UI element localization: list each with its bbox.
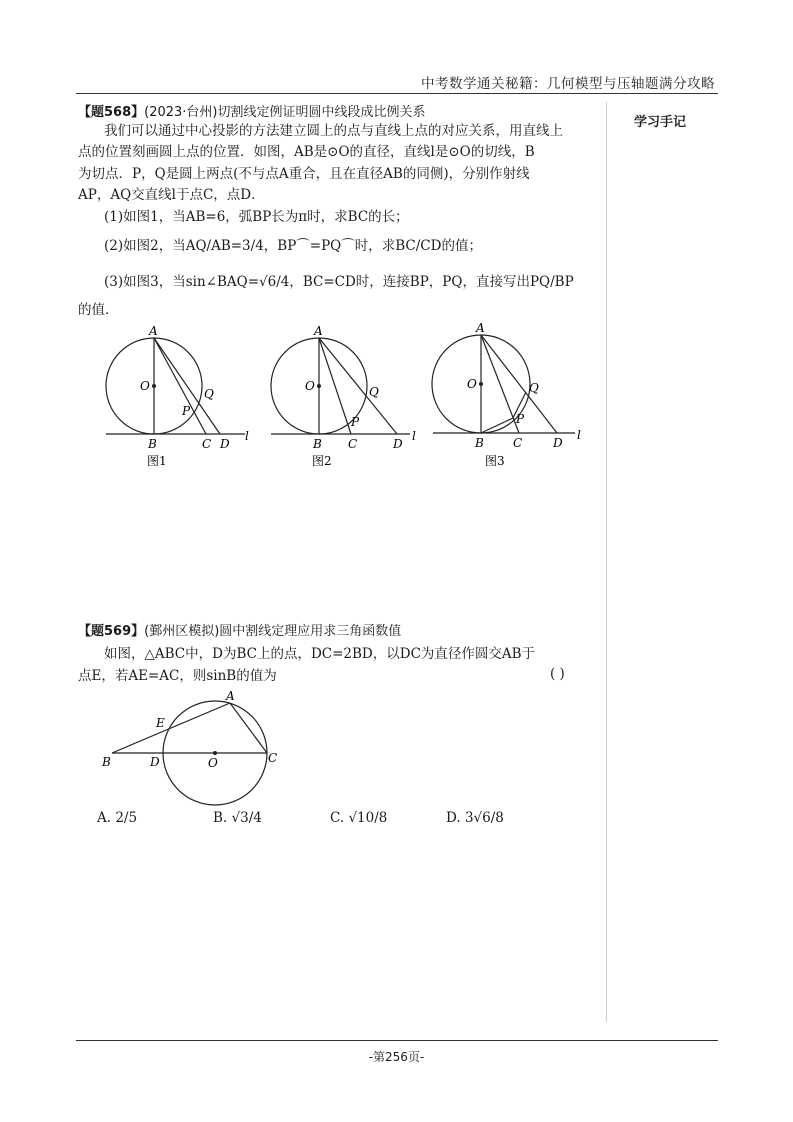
notes-label: 学习手记 [634, 115, 687, 130]
fig569-segment-ac [230, 703, 267, 753]
problem-568-tag: (2023·台州)切割线定例证明圆中线段成比例关系 [144, 105, 426, 120]
fig1-label-a: A [149, 324, 158, 338]
fig3-label-a: A [476, 321, 485, 335]
choice-d-value: 3√6/8 [464, 810, 504, 826]
choice-c-letter: C. [330, 810, 345, 826]
figure-569 [98, 686, 298, 808]
choice-a-letter: A. [97, 810, 112, 826]
fig3-ray-ap [481, 335, 519, 433]
problem-569-id: 【题569】 [78, 624, 145, 639]
fig2-label-l: l [412, 429, 416, 443]
problem-568-part-2: (2)如图2，当AQ/AB=3/4，BP⌒=PQ⌒时，求BC/CD的值； [104, 238, 482, 254]
fig2-label-q: Q [369, 385, 379, 399]
figure-3 [425, 320, 590, 470]
choice-a-value: 2/5 [115, 810, 138, 826]
problem-568-part-3: (3)如图3，当sin∠BAQ=√6/4，BC=CD时，连接BP，PQ，直接写出PQ/BP [104, 274, 574, 290]
fig3-label-q: Q [529, 381, 539, 395]
choice-d[interactable] [446, 810, 504, 826]
choice-b-value: √3/4 [231, 810, 262, 826]
fig2-label-o: O [305, 379, 315, 393]
fig3-label-c: C [513, 436, 523, 450]
fig2-caption: 图2 [312, 454, 332, 468]
notes-column-divider [606, 102, 607, 1022]
fig1-ray-aq [154, 338, 220, 434]
choice-b[interactable] [213, 810, 262, 826]
fig1-label-p: P [182, 404, 191, 418]
fig3-label-o: O [467, 377, 477, 391]
problem-568-part-1: (1)如图1，当AB=6，弧BP长为π时，求BC的长； [104, 209, 409, 225]
fig3-center-dot [479, 382, 483, 386]
problem-569-tag: (鄞州区模拟)圆中割线定理应用求三角函数值 [144, 624, 402, 639]
choice-d-letter: D. [446, 810, 461, 826]
page-number: -第256页- [368, 1050, 425, 1064]
fig569-label-e: E [156, 716, 165, 730]
problem-568-id: 【题568】 [78, 105, 145, 120]
fig2-center-dot [317, 384, 321, 388]
answer-bracket: ( ) [550, 666, 565, 682]
fig1-caption: 图1 [147, 454, 167, 468]
fig3-label-d: D [553, 436, 563, 450]
running-header: 中考数学通关秘籍：几何模型与压轴题满分攻略 [421, 76, 715, 92]
fig3-label-l: l [577, 428, 581, 442]
problem-568-line-1: 我们可以通过中心投影的方法建立圆上的点与直线上点的对应关系，用直线上 [104, 123, 563, 139]
figure-1 [100, 320, 260, 470]
problem-568-line-2: 点的位置刻画圆上点的位置．如图，AB是⊙O的直径，直线l是⊙O的切线，B [78, 144, 535, 160]
fig569-center-dot [213, 751, 217, 755]
problem-568-line-3: 为切点．P，Q是圆上两点(不与点A重合，且在直径AB的同侧)，分别作射线 [78, 166, 530, 182]
fig1-label-o: O [140, 379, 150, 393]
fig2-ray-ap [319, 338, 351, 434]
problem-568-part-3-end: 的值． [78, 302, 119, 318]
fig1-label-b: B [148, 437, 157, 451]
fig569-label-b: B [102, 755, 111, 769]
fig569-label-o: O [208, 756, 218, 770]
problem-568-line-4: AP，AQ交直线l于点C，点D． [78, 187, 265, 203]
fig1-label-c: C [202, 437, 212, 451]
fig2-label-c: C [348, 437, 358, 451]
problem-568-heading [78, 101, 426, 120]
fig2-label-b: B [313, 437, 322, 451]
choice-b-letter: B. [213, 810, 228, 826]
fig1-ray-ap [154, 338, 206, 434]
fig2-label-d: D [393, 437, 403, 451]
fig569-label-a: A [226, 689, 235, 703]
fig569-label-d: D [150, 755, 160, 769]
fig3-label-b: B [475, 436, 484, 450]
figure-2 [265, 320, 425, 470]
footer-rule [76, 1040, 718, 1041]
header-rule [76, 93, 718, 94]
fig3-caption: 图3 [485, 454, 505, 468]
fig1-center-dot [152, 384, 156, 388]
choice-c-value: √10/8 [348, 810, 388, 826]
fig1-label-d: D [220, 437, 230, 451]
choice-c[interactable] [330, 810, 387, 826]
problem-569-line-1: 如图，△ABC中，D为BC上的点，DC=2BD，以DC为直径作圆交AB于 [104, 646, 536, 662]
fig569-segment-ba [112, 703, 230, 753]
fig2-label-a: A [314, 324, 323, 338]
fig1-label-q: Q [204, 387, 214, 401]
fig2-label-p: P [351, 415, 360, 429]
problem-569-line-2: 点E，若AE=AC，则sinB的值为 [78, 668, 277, 684]
choice-a[interactable] [97, 810, 137, 826]
fig569-label-c: C [268, 751, 278, 765]
fig1-label-l: l [245, 429, 249, 443]
problem-569-heading [78, 620, 401, 639]
fig3-label-p: P [516, 412, 525, 426]
